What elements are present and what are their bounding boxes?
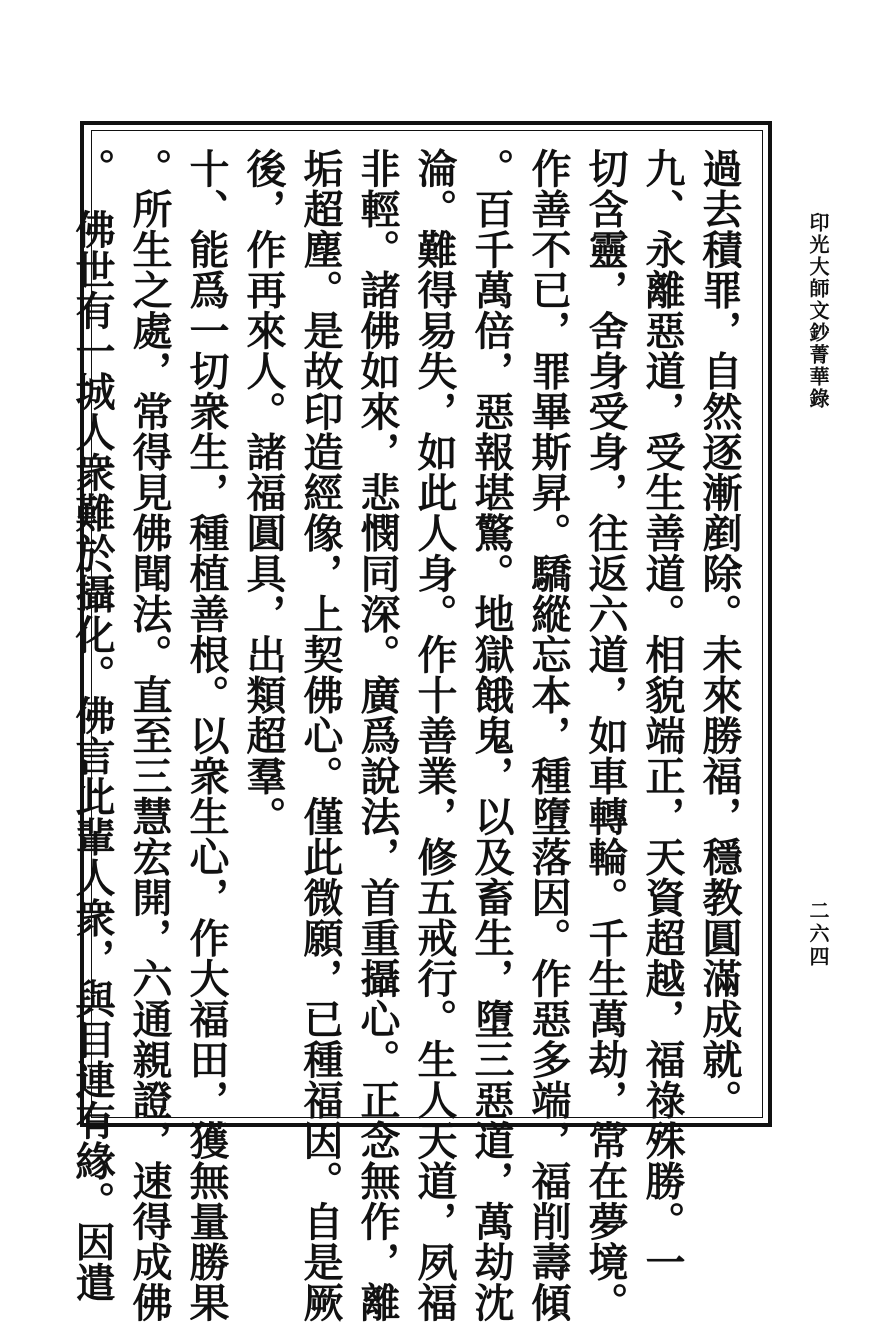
book-title: 印光大師文鈔菁華錄	[806, 212, 830, 410]
text-body	[69, 148, 748, 1323]
text-column: 九、永離惡道，受生善道。相貌端正，天資超越，福祿殊勝。一	[639, 148, 686, 1282]
text-column: 非輕。諸佛如來，悲憫同深。廣爲說法，首重攝心。正念無作，離	[354, 148, 401, 1323]
text-column: 切含靈，舍身受身，往返六道，如車轉輪。千生萬劫，常在夢境。	[582, 148, 629, 1323]
text-column: 過去積罪，自然逐漸剷除。未來勝福，穩教圓滿成就。	[696, 148, 743, 1120]
text-column: 。 佛世有一城人衆難於攝化。佛言此輩人衆，與目連有緣。因遣	[69, 148, 116, 1303]
page-number: 二六四	[806, 900, 830, 969]
text-column: 作善不已，罪畢斯昇。驕縱忘本，種墮落因。作惡多端，福削壽傾	[525, 148, 572, 1323]
text-column: 後，作再來人。諸福圓具，出類超羣。	[240, 148, 287, 837]
text-column: 。所生之處，常得見佛聞法。直至三慧宏開，六通親證，速得成佛	[126, 148, 173, 1323]
text-column: 淪。難得易失，如此人身。作十善業，修五戒行。生人天道，夙福	[411, 148, 458, 1323]
text-column: 。百千萬倍，惡報堪驚。地獄餓鬼，以及畜生，墮三惡道，萬劫沈	[468, 148, 515, 1323]
text-column: 十、能爲一切衆生，種植善根。以衆生心，作大福田，獲無量勝果	[183, 148, 230, 1323]
text-column: 垢超塵。是故印造經像，上契佛心。僅此微願，已種福因。自是厥	[297, 148, 344, 1323]
